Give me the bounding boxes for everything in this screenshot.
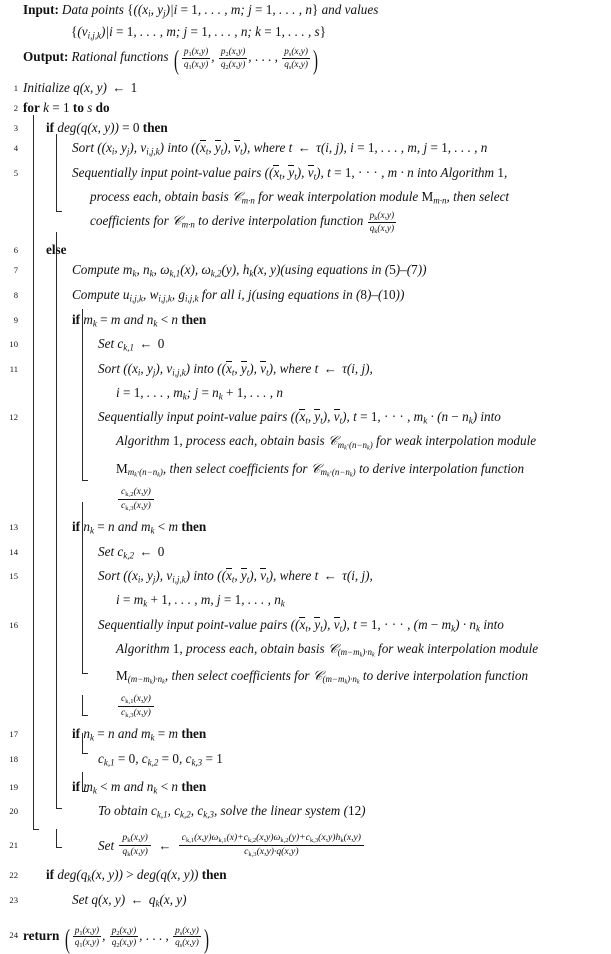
input-label: Input:	[23, 2, 59, 17]
line-text: Compute $u_{i,j,k}$, $w_{i,j,k}$, $g_{i,j,k}$ for all i, j(using equations in (8)–(10))	[72, 286, 405, 304]
algo-line	[0, 864, 611, 889]
algo-line	[0, 162, 611, 235]
algo-line	[0, 239, 611, 259]
input-row	[23, 1, 605, 23]
line-number: 18	[9, 754, 18, 765]
algo-line	[0, 614, 611, 721]
line-number: 5	[13, 167, 18, 178]
line-number: 7	[13, 265, 18, 276]
line-text: Set q(x, y) ← $q_k(x$, y)	[72, 891, 187, 909]
line-text: return ( $\frac{p1(x,y)}{q1(x,y)}$ , $\frac{p2(x,y)}{q2(x,y)}$ , . . . , $\frac{ps(x,y)}{qs(x,y)}$ )	[23, 923, 209, 954]
line-number: 12	[9, 412, 18, 423]
line-text: if $m_k < m$ and $n_k < n$ then	[72, 778, 207, 796]
algo-line	[0, 776, 611, 801]
line-number: 24	[9, 929, 18, 940]
line-text: $c_{k,1} = 0$, $c_{k,2} = 0$, $c_{k,3} = 1$	[98, 751, 223, 768]
algo-line	[0, 800, 611, 825]
algo-line	[0, 259, 611, 284]
algo-line	[0, 284, 611, 309]
algo-line	[0, 541, 611, 566]
algo-line	[0, 117, 611, 137]
line-text: Sequentially input point-value pairs (($x_t$, $y_t$), $v_t$), t = 1, · · · , $(m - m_k) \cdot n_k$ into Algorithm 1, process each, obtain basis 𝒞$_{(m-m_k)\cdot n_k}$ for weak interpolation module $M_{(m-m_k)\cdot n_k}$, then select coefficients for 𝒞$_{(m-m_k)\cdot n_k}$ to derive interpolation function $\frac{ck,1(x,y)}{ck,3(x,y)}$	[98, 616, 539, 720]
line-text: Compute $m_k$, $n_k$, $\omega_{k,1}(x)$, $\omega_{k,2}(y)$, $h_k(x$, y)(using equations in (5)–(7))	[72, 262, 427, 279]
line-number: 9	[13, 314, 18, 325]
line-number: 16	[9, 619, 18, 630]
algo-line	[0, 97, 611, 117]
line-number: 21	[9, 840, 18, 851]
line-text: Set $c_{k,1}$ ← 0	[98, 336, 165, 353]
line-number: 2	[13, 102, 18, 113]
line-text: Set $c_{k,2}$ ← 0	[98, 543, 165, 561]
line-number: 1	[13, 82, 18, 93]
line-number: 6	[13, 245, 18, 256]
line-text: Initialize q(x, y) ← 1	[23, 79, 138, 95]
input-text: Data points {(($x_i$, $y_j)|i = 1$, . . . , m; j = 1, . . . , n} and values	[61, 2, 379, 19]
line-number: 4	[13, 143, 18, 154]
input-text-line2: {$(v_{i,j,k})|i = 1$, . . . , m; j = 1, . . . , n; k = 1, . . . , s}	[71, 24, 327, 41]
line-number: 8	[13, 289, 18, 300]
line-text: for k = 1 to s do	[23, 99, 110, 115]
algo-line	[0, 358, 611, 406]
output-text: Rational functions ( $\frac{p1(x,y)}{q1(x,y)}$ , $\frac{p2(x,y)}{q2(x,y)}$ , . . . , $\frac{ps(x,y)}{qs(x,y)}$ )	[71, 45, 318, 76]
line-text: else	[46, 242, 67, 258]
line-number: 22	[9, 870, 18, 881]
line-number: 11	[9, 364, 18, 375]
algo-line	[0, 889, 611, 914]
line-text: Sort (($x_i$, $y_j$), $v_{i,j,k}$) into (($x_t$, $y_t$), $v_t$), where t ← τ(i, j), i = 1, . . . , m, j = 1, . . . , n	[72, 140, 488, 157]
algo-line	[0, 309, 611, 334]
algo-line	[0, 723, 611, 748]
algo-line	[0, 922, 611, 954]
line-text: Sort (($x_i$, $y_j$), $v_{i,j,k}$) into (($x_t$, $y_t$), $v_t$), where t ← τ(i, j), i = 1, . . . , $m_k$; $j = n_k + 1$, . . . , n	[98, 361, 373, 402]
algo-line	[0, 565, 611, 613]
algo-line	[0, 748, 611, 773]
line-number: 14	[9, 546, 18, 557]
line-text: if $n_k = n$ and $m_k < m$ then	[72, 518, 207, 536]
line-text: Sequentially input point-value pairs (($x_t$, $y_t$), $v_t$), t = 1, · · · , m · n into Algorithm 1, process each, obtain basis 𝒞$_{m\cdot n}$ for weak interpolation module $M_{m\cdot n}$, then select coefficients for 𝒞$_{m\cdot n}$ to derive interpolation function $\frac{pk(x,y)}{qk(x,y)}$	[72, 164, 510, 235]
line-number: 20	[9, 806, 18, 817]
output-row	[23, 45, 605, 76]
algo-line	[0, 516, 611, 541]
line-text: Sort (($x_i$, $y_j$), $v_{i,j,k}$) into (($x_t$, $y_t$), $v_t$), where t ← τ(i, j), $i = m_k + 1$, . . . , m, j = 1, . . . , $n_k$	[98, 568, 373, 609]
algo-line	[0, 828, 611, 859]
algo-line	[0, 406, 611, 513]
line-number: 19	[9, 781, 18, 792]
line-number: 17	[9, 729, 18, 740]
output-label: Output:	[23, 49, 69, 65]
algo-line	[0, 333, 611, 358]
algo-line	[0, 77, 611, 97]
line-number: 15	[9, 571, 18, 582]
algo-line	[0, 137, 611, 162]
line-text: Set $\frac{pk(x,y)}{qk(x,y)}$ ← $\frac{ck,1(x,y)\omega k,1(x)+ck,2(x,y)\omega k,2(y)+ck,3(x,y)hk(x,y)}{ck,3(x,y)\cdot q(x,y)}$	[23, 828, 611, 859]
line-text: if $deg(q_k(x$, y)) > deg(q(x, y)) then	[46, 867, 227, 884]
line-text: if $m_k = m$ and $n_k < n$ then	[72, 311, 207, 329]
line-number: 13	[9, 521, 18, 532]
line-number: 23	[9, 894, 18, 905]
algorithm-header	[0, 1, 611, 76]
line-text: To obtain $c_{k,1}$, $c_{k,2}$, $c_{k,3}$, solve the linear system (12)	[98, 803, 366, 820]
line-number: 3	[13, 122, 18, 133]
line-text: if deg(q(x, y)) = 0 then	[46, 119, 168, 135]
line-number: 10	[9, 339, 18, 350]
line-text: if $n_k = n$ and $m_k = m$ then	[72, 726, 207, 743]
line-text: Sequentially input point-value pairs (($x_t$, $y_t$), $v_t$), t = 1, · · · , $m_k \cdot (n - n_k)$ into Algorithm 1, process each, obtain basis 𝒞$_{m_k\cdot(n-n_k)}$ for weak interpolation module $M_{m_k\cdot(n-n_k)}$, then select coefficients for 𝒞$_{m_k\cdot(n-n_k)}$ to derive interpolation function $\frac{ck,2(x,y)}{ck,3(x,y)}$	[98, 409, 537, 512]
